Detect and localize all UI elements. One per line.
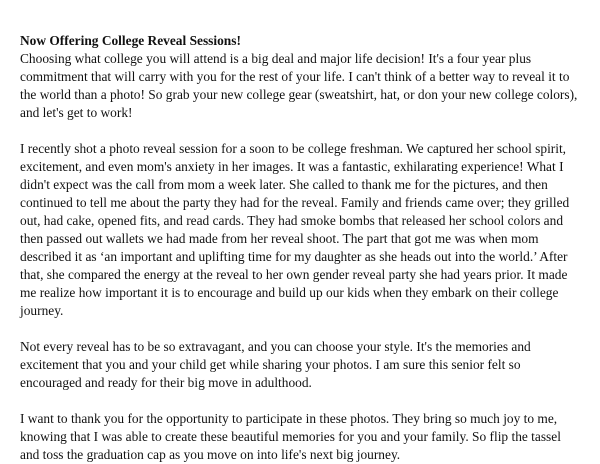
- intro-paragraph: [20, 32, 580, 122]
- article: [20, 32, 580, 464]
- article-title: Now Offering College Reveal Sessions!: [20, 33, 241, 48]
- intro-text: Choosing what college you will attend is a big deal and major life decision! It's a four year plus commitment that will carry with you for the rest of your life. I can't think of a better way to reveal it to the world than a photo! So grab your new college gear (sweatshirt, hat, or don your new college colors), and let's get to work!: [20, 51, 578, 120]
- body-paragraph: I want to thank you for the opportunity to participate in these photos. They bring so much joy to me, knowing that I was able to create these beautiful memories for you and your family. So flip the tassel and toss the graduation cap as you move on into life's next big journey.: [20, 411, 561, 462]
- body-paragraph: I recently shot a photo reveal session for a soon to be college freshman. We captured her school spirit, excitement, and even mom's anxiety in her images. It was a fantastic, exhilarating experience! What I didn't expect was the call from mom a week later. She called to thank me for the pictures, and then continued to tell me about the party they had for the reveal. Family and friends came over; they grilled out, had cake, opened fits, and read cards. They had smoke bombs that released her school colors and then passed out wallets we had made from her reveal shoot. The part that got me was when mom described it as ‘an important and uplifting time for my daughter as she heads out into the world.’ After that, she compared the energy at the reveal to her own gender reveal party she had years prior. It made me realize how important it is to encourage and build up our kids when they embark on their college journey.: [20, 141, 570, 318]
- body-paragraph: Not every reveal has to be so extravagant, and you can choose your style. It's the memories and excitement that you and your child get while sharing your photos. I am sure this senior felt so encouraged and ready for their big move in adulthood.: [20, 339, 531, 390]
